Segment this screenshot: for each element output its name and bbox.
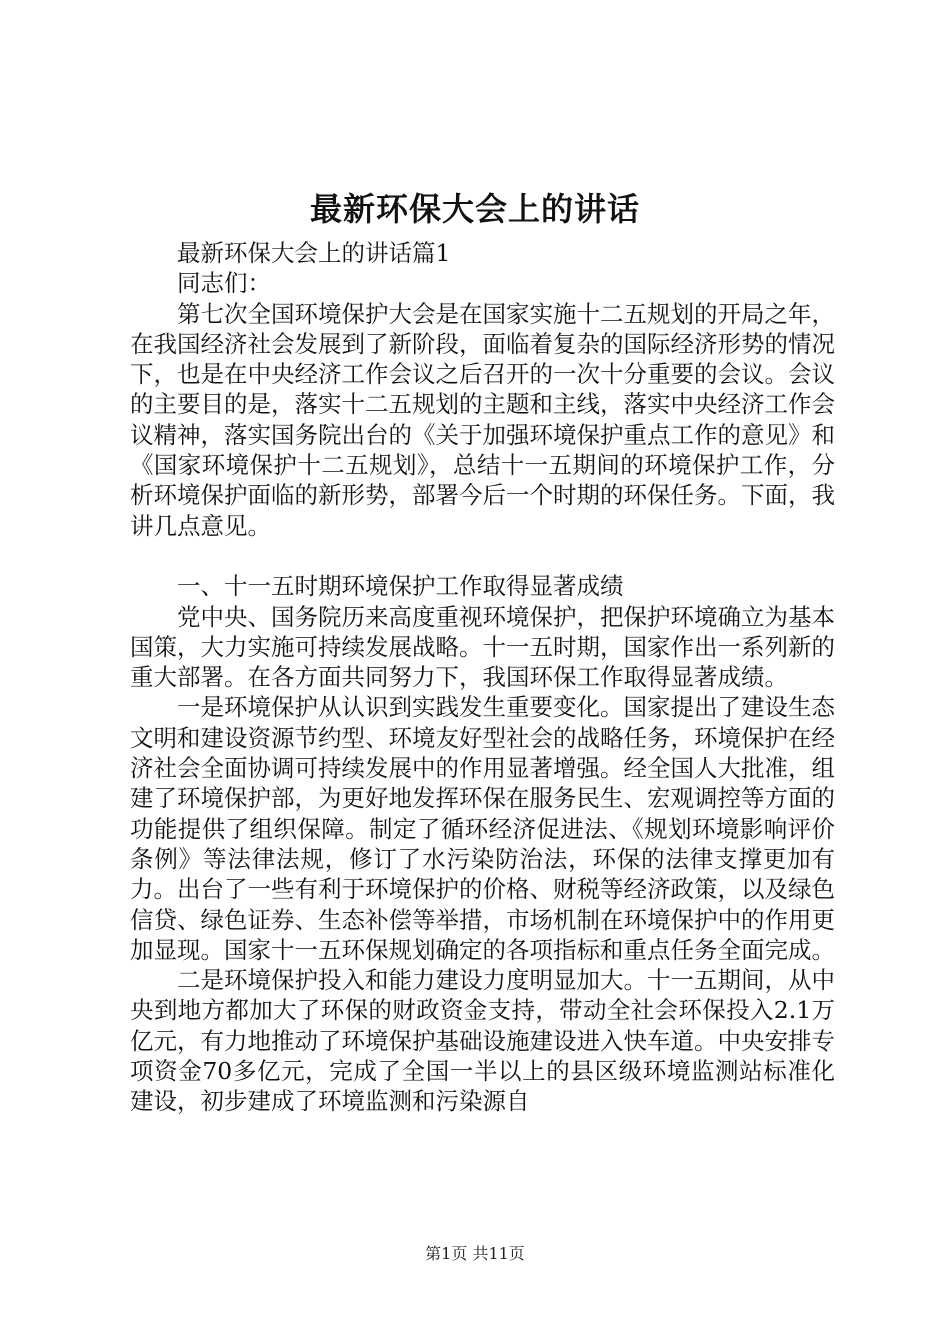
paragraph-intro: 第七次全国环境保护大会是在国家实施十二五规划的开局之年，在我国经济社会发展到了新阶段，面临着复杂的国际经济形势的情况下，也是在中央经济工作会议之后召开的一次十分重要的会议。会议的主要目的是，落实十二五规划的主题和主线，落实中央经济工作会议精神，落实国务院出台的《关于加强环境保护重点工作的意见》和《国家环境保护十二五规划》，总结十一五期间的环境保护工作，分析环境保护面临的新形势，部署今后一个时期的环保任务。下面，我讲几点意见。 [130,299,835,540]
paragraph-point-two: 二是环境保护投入和能力建设力度明显加大。十一五期间，从中央到地方都加大了环保的财政资金支持，带动全社会环保投入2.1万亿元，有力地推动了环境保护基础设施建设进入快车道。中央安排专项资金70多亿元，完成了全国一半以上的县区级环境监测站标准化建设，初步建成了环境监测和污染源自 [130,966,835,1116]
salutation: 同志们： [177,269,271,298]
document-body [130,238,835,1117]
document-title: 最新环保大会上的讲话 [309,190,640,228]
paragraph-point-one: 一是环境保护从认识到实践发生重要变化。国家提出了建设生态文明和建设资源节约型、环境友好型社会的战略任务，环境保护在经济社会全面协调可持续发展中的作用显著增强。经全国人大批准，组建了环境保护部，为更好地发挥环保在服务民生、宏观调控等方面的功能提供了组织保障。制定了循环经济促进法、《规划环境影响评价条例》等法律法规，修订了水污染防治法，环保的法律支撑更加有力。出台了一些有利于环境保护的价格、财税等经济政策，以及绿色信贷、绿色证券、生态补偿等举措，市场机制在环境保护中的作用更加显现。国家十一五环保规划确定的各项指标和重点任务全面完成。 [130,693,835,964]
paragraph-overview: 党中央、国务院历来高度重视环境保护，把保护环境确立为基本国策，大力实施可持续发展战略。十一五时期，国家作出一系列新的重大部署。在各方面共同努力下，我国环保工作取得显著成绩。 [130,602,835,692]
page-footer: 第1页 共11页 [425,1244,525,1263]
section-heading: 一、十一五时期环境保护工作取得显著成绩 [177,572,624,601]
document-subtitle: 最新环保大会上的讲话篇1 [177,239,451,267]
